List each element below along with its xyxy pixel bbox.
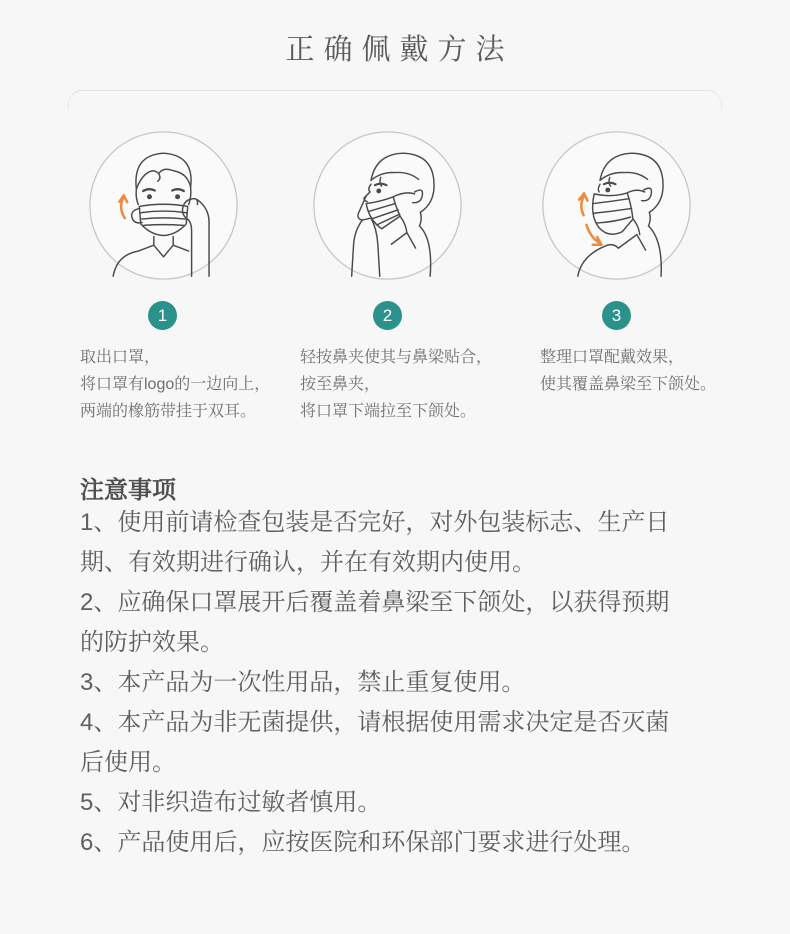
step-2-number-badge: 2: [373, 301, 402, 330]
notice-list: [80, 503, 684, 863]
page-title: 正确佩戴方法: [285, 34, 514, 66]
step-3-caption-line: 使其覆盖鼻梁至下颌处。: [540, 376, 717, 393]
step-2-caption-line: 按至鼻夹，: [300, 376, 381, 393]
notice-item-2: 2、应确保口罩展开后覆盖着鼻梁至下颌处，以获得预期的防护效果。: [80, 589, 670, 656]
step-2-caption-line: 将口罩下端拉至下颌处。: [300, 403, 477, 420]
notice-item-3: 3、本产品为一次性用品，禁止重复使用。: [80, 669, 526, 696]
step-3-caption: [540, 344, 755, 398]
step-1-caption: [80, 344, 310, 425]
notice-item-5: 5、对非织造布过敏者慎用。: [80, 789, 382, 816]
step-2-caption-line: 轻按鼻夹使其与鼻梁贴合，: [300, 349, 493, 366]
card-top-border: [68, 90, 722, 110]
step-1-caption-line: 取出口罩，: [80, 349, 161, 366]
step-2-caption: [300, 344, 540, 425]
step-1-caption-line: 两端的橡筋带挂于双耳。: [80, 403, 257, 420]
step-3-number-badge: 3: [602, 301, 631, 330]
step2-profile-nose-press-illustration: [310, 128, 465, 283]
notice-item-4: 4、本产品为非无菌提供，请根据使用需求决定是否灭菌后使用。: [80, 709, 670, 776]
step3-profile-adjust-illustration: [539, 128, 694, 283]
step1-front-face-mask-illustration: [86, 128, 241, 283]
notice-heading: 注意事项: [80, 477, 176, 504]
notice-item-6: 6、产品使用后，应按医院和环保部门要求进行处理。: [80, 829, 646, 856]
step-1-caption-line: 将口罩有logo的一边向上，: [80, 376, 271, 393]
step-1-number-badge: 1: [148, 301, 177, 330]
step-3-caption-line: 整理口罩配戴效果，: [540, 349, 685, 366]
illustration-circle-frame: [543, 132, 690, 279]
notice-item-1: 1、使用前请检查包装是否完好，对外包装标志、生产日期、有效期进行确认，并在有效期内使用。: [80, 509, 670, 576]
